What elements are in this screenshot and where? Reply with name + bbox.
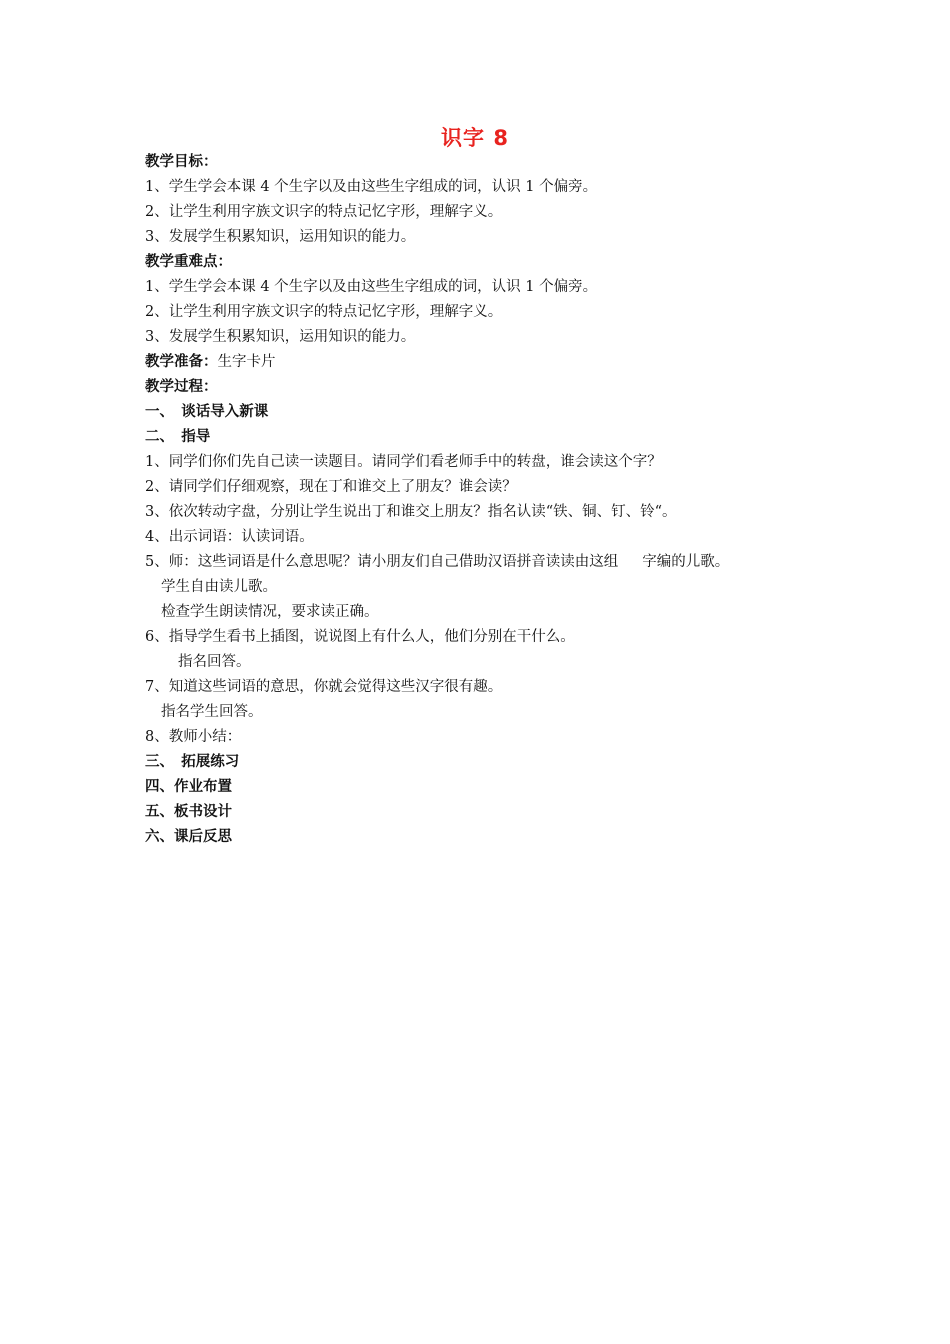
process-substep: 指名回答。 [178,654,251,670]
key-points-heading: 教学重难点： [145,254,232,270]
page-title: 识字 8 [441,126,509,150]
section-heading: 六、课后反思 [145,829,232,845]
process-step: 8、教师小结： [145,729,242,745]
section-heading: 三、 拓展练习 [145,754,240,770]
process-substep: 学生自由读儿歌。 [161,579,277,595]
key-point-item: 3、发展学生积累知识，运用知识的能力。 [145,329,416,345]
section-heading: 二、 指导 [145,429,211,445]
preparation-heading: 教学准备： [145,354,218,370]
section-heading: 四、作业布置 [145,779,232,795]
section-heading: 一、 谈话导入新课 [145,404,269,420]
section-heading: 五、板书设计 [145,804,232,820]
process-step: 1、同学们你们先自己读一读题目。请同学们看老师手中的转盘，谁会读这个字？ [145,454,662,470]
lesson-plan-body [145,150,845,850]
objectives-heading: 教学目标： [145,154,218,170]
preparation-value: 生字卡片 [217,354,276,370]
process-step: 2、请同学们仔细观察，现在丁和谁交上了朋友？谁会读？ [145,479,517,495]
process-step [145,550,845,575]
step5-text-b: 字编的儿歌。 [642,554,730,570]
process-substep: 指名学生回答。 [161,704,263,720]
key-point-item: 1、学生学会本课 4 个生字以及由这些生字组成的词，认识 1 个偏旁。 [145,279,598,295]
objective-item: 2、让学生利用字族文识字的特点记忆字形，理解字义。 [145,204,503,220]
key-point-item: 2、让学生利用字族文识字的特点记忆字形，理解字义。 [145,304,503,320]
process-substep: 检查学生朗读情况，要求读正确。 [161,604,379,620]
process-step: 6、指导学生看书上插图，说说图上有什么人，他们分别在干什么。 [145,629,575,645]
preparation-line [145,350,845,375]
objective-item: 1、学生学会本课 4 个生字以及由这些生字组成的词，认识 1 个偏旁。 [145,179,598,195]
process-step: 3、依次转动字盘，分别让学生说出丁和谁交上朋友？指名认读“铁、铜、钉、铃“。 [145,504,677,520]
process-heading: 教学过程： [145,379,218,395]
step5-text-a: 5、师：这些词语是什么意思呢？请小朋友们自己借助汉语拼音读读由这组 [145,554,619,570]
process-step: 4、出示词语：认读词语。 [145,529,314,545]
objective-item: 3、发展学生积累知识，运用知识的能力。 [145,229,416,245]
process-step: 7、知道这些词语的意思，你就会觉得这些汉字很有趣。 [145,679,503,695]
